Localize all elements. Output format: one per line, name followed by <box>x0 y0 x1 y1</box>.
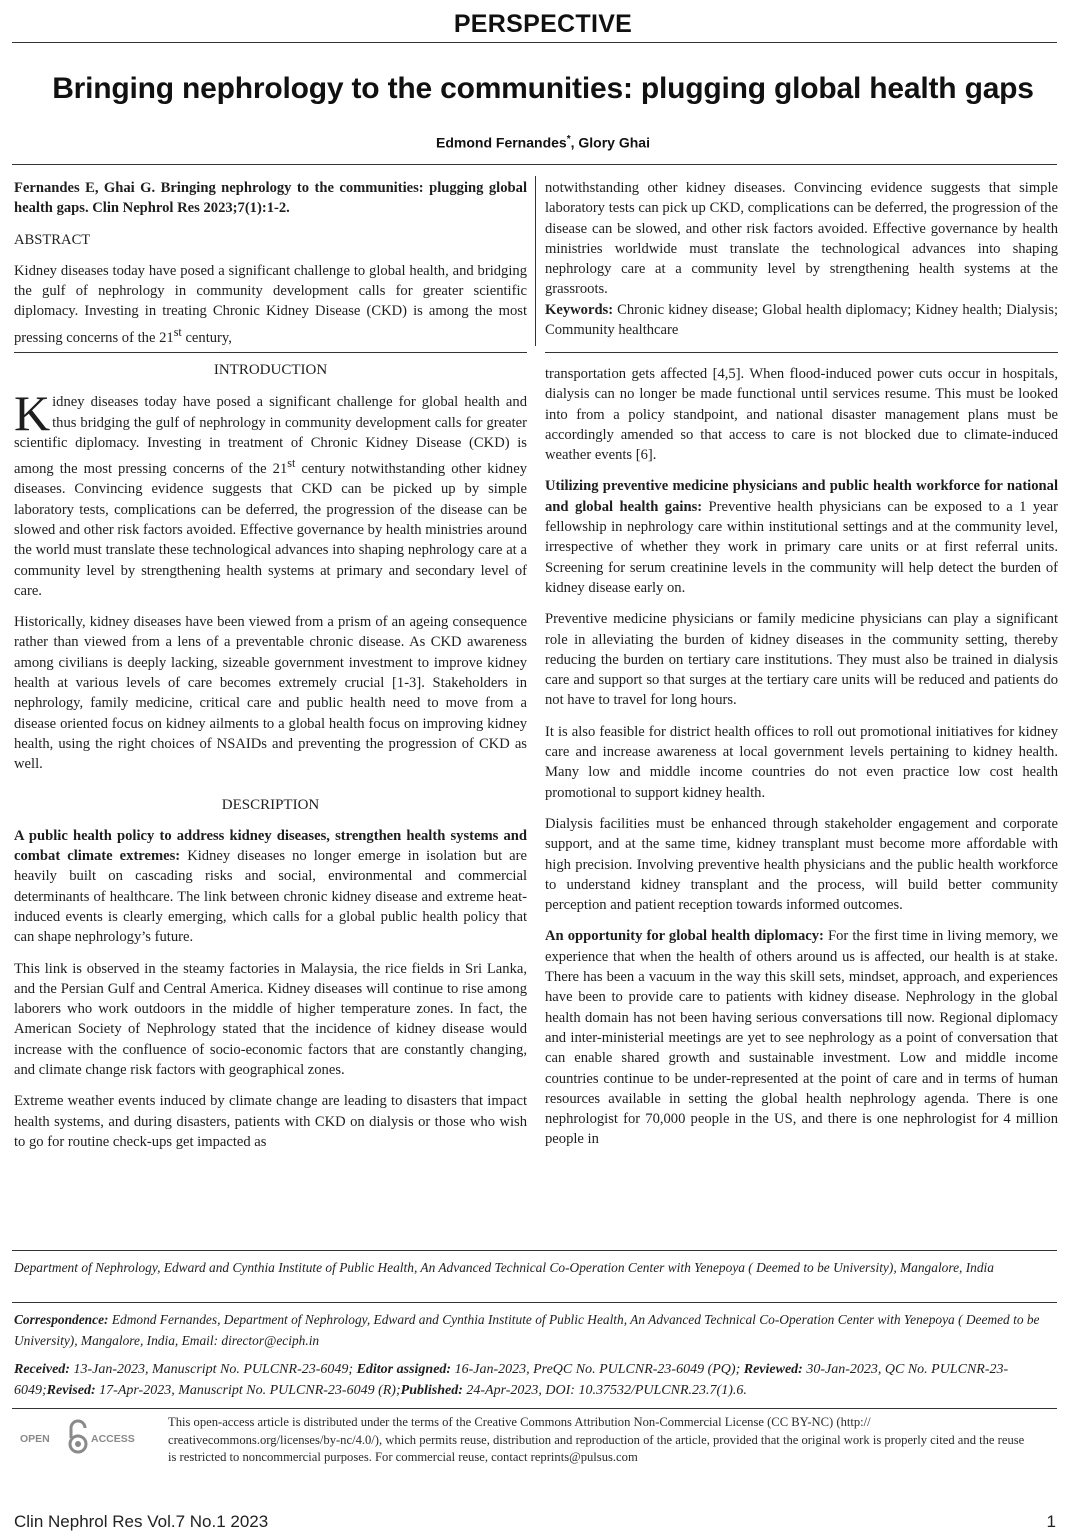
abstract-text: Kidney diseases today have posed a significant challenge to global health, and bridging the gulf of nephrology in community development calls for greater scientific diplomacy. Investing in treating Chronic Kidney Disease (CKD) is among the most pressing concerns of the 21st century, <box>14 262 527 346</box>
description-paragraph-3-continued: transportation gets affected [4,5]. When flood-induced power cuts occur in hospitals, dialysis can no longer be made functional until services resume. This must be looked into from a policy standpoint, and national disaster management plans must be accordingly amended so that access to care is not blocked due to climate-induced weather events [6]. <box>545 366 1058 464</box>
authors-rule <box>12 164 1057 165</box>
author-1[interactable]: Edmond Fernandes <box>436 134 567 151</box>
abstract-heading: ABSTRACT <box>14 231 91 248</box>
citation: Fernandes E, Ghai G. Bringing nephrology to the communities: plugging global health gaps. Clin Nephrol Res 2023;7(1):1-2. <box>14 180 527 217</box>
description-paragraph-3: Extreme weather events induced by climate change are leading to disasters that impact health systems, and during disasters, patients with CKD on dialysis or those who wish to go for routine check-ups get impacted as <box>14 1093 527 1150</box>
description-paragraph-7: Dialysis facilities must be enhanced through stakeholder engagement and corporate support, and at the same time, kidney transplant must become more affordable with high precision. Involving preventive health physicians and the public health workforce to understand kidney transplant and the process, will build better community perception and patient reception towards informed outcomes. <box>545 815 1058 914</box>
keywords-label: Keywords: <box>545 301 614 318</box>
affiliation: Department of Nephrology, Edward and Cynthia Institute of Public Health, An Advanced Technical Co-Operation Center with Yenepoya ( Deemed to be University), Mangalore, India <box>14 1260 994 1275</box>
license-text: This open-access article is distributed under the terms of the Creative Commons Attribution Non-Commercial License (CC BY-NC) (http:// creativecommons.org/licenses/by-nc/4.0/), which permits reuse, distribution and reproduction of the article, provided that the original work is properly cited and the reuse is restricted to noncommercial purposes. For commercial reuse, contact reprints@pulsus.com <box>168 1415 1025 1464</box>
header-rule <box>12 42 1057 43</box>
description-paragraph-5: Preventive medicine physicians or family medicine physicians can play a significant role in alleviating the burden of kidney diseases in the community setting, thereby reducing the burden on tertiary care institutions. They must also be trained in dialysis care and support so that surges at the tertiary care units will be reduced and patients do not have to travel for long hours. <box>545 611 1058 709</box>
open-access-left-text: OPEN <box>20 1433 50 1445</box>
journal-footer: Clin Nephrol Res Vol.7 No.1 2023 <box>14 1512 269 1531</box>
page-number: 1 <box>1046 1512 1056 1531</box>
open-access-right-text: ACCESS <box>91 1433 135 1445</box>
correspondence: Correspondence: Edmond Fernandes, Department of Nephrology, Edward and Cynthia Institute of Public Health, An Advanced Technical Co-Operation Center with Yenepoya ( Deemed to be University), Mangalore, India, Email: director@eciph.in <box>14 1312 1040 1348</box>
article-title: Bringing nephrology to the communities: plugging global health gaps <box>52 72 1034 105</box>
corresponding-mark: * <box>566 134 571 145</box>
author-2[interactable]: , Glory Ghai <box>570 134 650 151</box>
dates: Received: 13-Jan-2023, Manuscript No. PULCNR-23-6049; Editor assigned: 16-Jan-2023, PreQC No. PULCNR-23-6049 (PQ); Reviewed: 30-Jan-2023, QC No. PULCNR-23-6049;Revised: 17-Apr-2023, Manuscript No. PULCNR-23-6049 (R);Published: 24-Apr-2023, DOI: 10.37532/PULCNR.23.7(1).6. <box>14 1362 1009 1398</box>
intro-paragraph-1: Kidney diseases today have posed a significant challenge for global health and thus bridging the gulf of nephrology in community development calls for greater scientific diplomacy. Investing in treatment of Chronic Kidney Disease (CKD) is among the most pressing concerns of the 21st century notwithstanding other kidney diseases. Convincing evidence suggests that CKD can be picked up by simple laboratory tests, complications can be deferred, the progression of the disease can be slowed and other risk factors avoided. Effective governance by health ministries around the world must translate these technological advances into shaping nephrology care at a community level by strengthening health systems at primary and secondary level of care. <box>14 385 527 599</box>
keywords: Keywords: Chronic kidney disease; Global health diplomacy; Kidney health; Dialysis; Community healthcare <box>545 301 1058 339</box>
introduction-heading: INTRODUCTION <box>213 362 328 378</box>
abstract-rule-left <box>14 352 527 353</box>
description-paragraph-6: It is also feasible for district health offices to roll out promotional initiatives for kidney care and increase awareness at local government levels pertaining to kidney health. Many low and middle income countries do not even practice low cost health promotional to support kidney health. <box>545 723 1058 801</box>
description-section-3: An opportunity for global health diplomacy: For the first time in living memory, we experience that when the health of others around us is affected, our health is at stake. There has been a vacuum in the way this skill sets, mindset, approach, and experiences have been to provide care to patients with kidney disease. Nephrology in the global health domain has not been having serious conversations till now. Regional diplomacy and inter-ministerial meetings are yet to see nephrology as a point of conversation that can enable shared growth and sustainable investment. Low and middle income countries continue to be under-represented at the point of care and in terms of human resources available in setting the global health nephrology agenda. There is one nephrologist for 70,000 people in the US, and there is one nephrologist for 4 million people in <box>545 928 1059 1148</box>
abstract-rule-right <box>545 352 1058 353</box>
drop-cap: K <box>14 385 51 442</box>
section-label: PERSPECTIVE <box>453 10 633 38</box>
open-lock-icon <box>70 1421 86 1452</box>
dates-rule <box>12 1408 1057 1409</box>
footnote-rule <box>12 1250 1057 1251</box>
affiliation-rule <box>12 1302 1057 1303</box>
abstract-left <box>14 178 527 348</box>
abstract-divider <box>535 176 536 346</box>
intro-paragraph-2: Historically, kidney diseases have been viewed from a prism of an ageing consequence rather than viewed from a lens of a preventable chronic disease. As CKD awareness among civilians is deeply lacking, sizeable government investment to improve kidney health at various levels of care becomes extremely crucial [1-3]. Stakeholders in nephrology, family medicine, critical care and public health need to move from a disease oriented focus on kidney ailments to a global health focus on improving kidney health, using the right choices of NSAIDs and preventing the progression of CKD as well. <box>14 614 527 773</box>
authors <box>0 134 1086 151</box>
abstract-continued: notwithstanding other kidney diseases. Convincing evidence suggests that simple laboratory tests can pick up CKD, complications can be deferred, the progression of the disease can be slowed, and other risk factors avoided. Effective governance by health ministries worldwide must translate the technological advances into shaping nephrology care at a community level by strengthening health systems at the grassroots. <box>545 180 1058 298</box>
description-section-2: Utilizing preventive medicine physicians and public health workforce for national and global health gains: Preventive health physicians can be exposed to a 1 year fellowship in nephrology care within institutional settings and at the community level, irrespective of whether they work in primary care units or at first referral units. Screening for serum creatinine levels in the community will help detect the burden of kidney disease early on. <box>545 478 1058 596</box>
open-access-logo <box>18 1418 138 1458</box>
body-left-column <box>14 360 527 1152</box>
description-section-1: A public health policy to address kidney diseases, strengthen health systems and combat climate extremes: Kidney diseases no longer emerge in isolation but are heavily built on cascading risks and social, environmental and commercial determinants of healthcare. The link between chronic kidney disease and extreme heat-induced events is clearly emerging, which calls for a global public health policy that can shape nephrology’s future. <box>14 827 527 946</box>
description-paragraph-2: This link is observed in the steamy factories in Malaysia, the rice fields in Sri Lanka, and the Persian Gulf and Central America. Kidney diseases will continue to rise among laborers who work outdoors in the middle of higher temperature zones. In fact, the American Society of Nephrology stated that the incidence of kidney disease would increase with the confluence of socio-economic factors that are constantly changing, and climate change risk factors with geographical zones. <box>14 960 527 1079</box>
body-right-column <box>545 364 1058 1150</box>
abstract-right <box>545 178 1058 340</box>
description-heading: DESCRIPTION <box>221 796 320 813</box>
